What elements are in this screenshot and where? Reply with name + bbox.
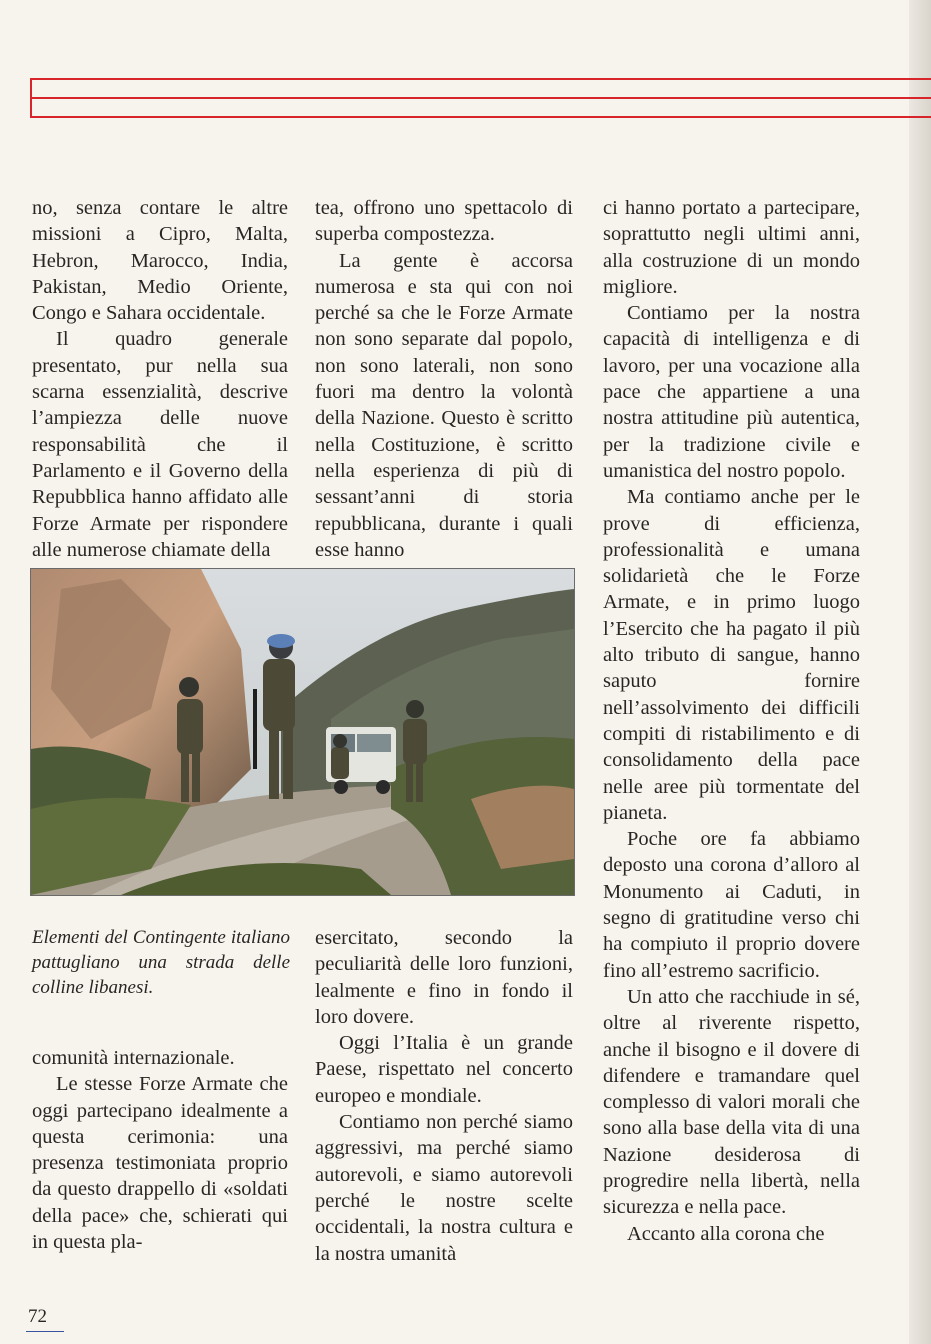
header-banner-rule: [32, 97, 931, 99]
paragraph: Contiamo non perché siamo aggressivi, ma perché siamo autorevoli, e siamo autorevoli perché le nostre scelte occidentali, la nostra cultura e la nostra umanità: [315, 1111, 573, 1265]
column-3: [603, 195, 860, 1247]
paragraph: Accanto alla corona che: [627, 1222, 825, 1245]
paragraph: Contiamo per la nostra capacità di intelligenza e di lavoro, per una vocazione alla pace che appartiene a una nostra attitudine più autentica, per la tradizione civile e umanistica del nostro popolo.: [603, 302, 860, 482]
paragraph: La gente è accorsa numerosa e sta qui con noi perché sa che le Forze Armate non sono separate dal popolo, non sono laterali, non sono fuori ma dentro la volontà della Nazione. Questo è scritto nella Costituzione, è scritto nella esperienza di più di sessant’anni di storia repubblicana, durante i quali esse hanno: [315, 249, 573, 561]
page-number: 72: [28, 1306, 47, 1327]
header-banner: [30, 78, 931, 118]
photo-caption: Elementi del Contingente italiano pattugliano una strada delle colline libanesi.: [32, 927, 290, 998]
column-1-bottom: [32, 1045, 288, 1255]
paragraph: ci hanno portato a partecipare, soprattutto negli ultimi anni, alla costruzione di un mondo migliore.: [603, 197, 860, 298]
column-2-bottom: [315, 925, 573, 1267]
paragraph: Le stesse Forze Armate che oggi partecipano idealmente a questa cerimonia: una presenza testimoniata proprio da questo drappello di «soldati della pace» che, schierati qui in questa pla-: [32, 1073, 288, 1254]
column-1-top: [32, 195, 288, 563]
photo-patrol: [30, 568, 575, 896]
paragraph: esercitato, secondo la peculiarità delle loro funzioni, lealmente e fino in fondo il loro dovere.: [315, 927, 573, 1028]
paragraph: Oggi l’Italia è un grande Paese, rispettato nel concerto europeo e mondiale.: [315, 1032, 573, 1107]
column-2-top: [315, 195, 573, 563]
page-edge: [909, 0, 931, 1344]
paragraph: comunità internazionale.: [32, 1047, 235, 1069]
paragraph: Un atto che racchiude in sé, oltre al riverente rispetto, anche il bisogno e il dovere di difendere e tramandare quel complesso di valori morali che sono alla base della vita di una Nazione desiderosa di progredire nella libertà, nella sicurezza e nella pace.: [603, 985, 860, 1219]
page-number-rule: [26, 1331, 64, 1332]
paragraph: Ma contiamo anche per le prove di efficienza, professionalità e umana solidarietà che le Forze Armate, e in primo luogo l’Esercito che ha pagato il più alto tributo di sangue, hanno saputo fornire nell’assolvimento dei difficili compiti di ristabilimento e di consolidamento della pace nelle aree più tormentate del pianeta.: [603, 486, 860, 824]
paragraph: no, senza contare le altre missioni a Cipro, Malta, Hebron, Marocco, India, Pakistan, Medio Oriente, Congo e Sahara occidentale.: [32, 197, 288, 325]
paragraph: Il quadro generale presentato, pur nella sua scarna essenzialità, descrive l’ampiezza delle nuove responsabilità che il Parlamento e il Governo della Repubblica hanno affidato alle Forze Armate per rispondere alle numerose chiamate della: [32, 328, 288, 561]
paragraph: tea, offrono uno spettacolo di superba compostezza.: [315, 197, 573, 246]
paragraph: Poche ore fa abbiamo deposto una corona d’alloro al Monumento ai Caduti, in segno di gratitudine verso chi ha compiuto il proprio dovere fino all’estremo sacrificio.: [603, 828, 860, 982]
